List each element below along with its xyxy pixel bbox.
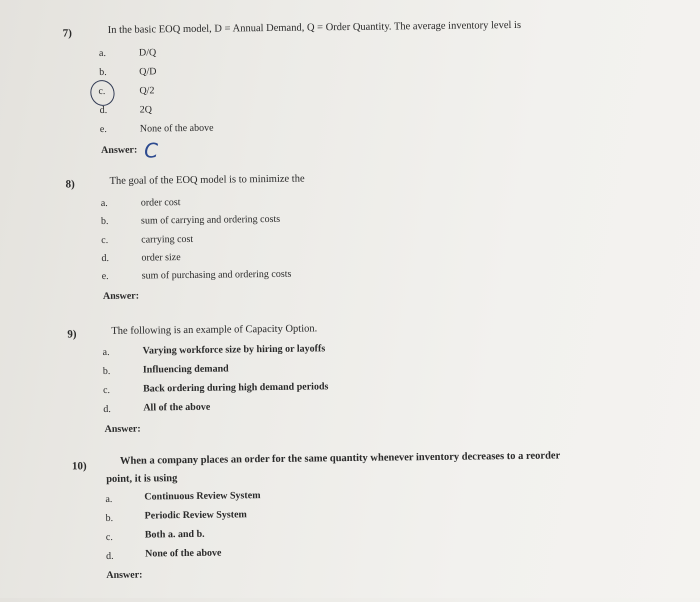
question-9-answer-label: Answer:: [104, 423, 141, 436]
question-8-option-c-text: carrying cost: [141, 233, 194, 246]
question-8-answer-label: Answer:: [102, 290, 140, 303]
question-7-option-d-letter: d.: [99, 104, 108, 117]
question-7-option-b-letter: b.: [99, 66, 107, 79]
question-10-option-b-letter: b.: [105, 512, 114, 525]
question-10-option-d-letter: d.: [106, 550, 114, 562]
question-8-option-e-letter: e.: [101, 270, 109, 283]
question-9-option-c-text: Back ordering during high demand periods: [143, 381, 329, 395]
question-8-option-a-text: order cost: [140, 197, 181, 209]
question-7-number: 7): [62, 27, 72, 40]
question-9-option-b-text: Influencing demand: [142, 363, 229, 376]
question-7-option-a-letter: a.: [98, 47, 106, 60]
question-9-option-b-letter: b.: [102, 365, 111, 378]
question-8-number: 8): [65, 178, 75, 191]
question-7-handwritten-answer: C: [144, 138, 159, 163]
question-8-option-a-letter: a.: [100, 197, 108, 210]
question-10-option-c-letter: c.: [105, 531, 113, 543]
question-7-option-a-text: D/Q: [138, 47, 157, 59]
question-9-option-a-letter: a.: [102, 346, 110, 359]
question-9-option-c-letter: c.: [103, 384, 111, 397]
question-9-option-a-text: Varying workforce size by hiring or layoffs: [142, 343, 326, 357]
question-10-option-d-text: None of the above: [145, 547, 222, 560]
question-7-option-c-text: Q/2: [139, 85, 155, 97]
question-8-option-d-text: order size: [141, 252, 181, 264]
question-7-option-d-text: 2Q: [139, 104, 152, 116]
question-10-text-line-2: point, it is using: [106, 473, 178, 485]
question-10-number: 10): [71, 460, 87, 473]
question-9-text: The following is an example of Capacity Option.: [111, 323, 318, 337]
question-7-text: In the basic EOQ model, D = Annual Demand, Q = Order Quantity. The average inventory level is: [107, 19, 522, 36]
question-10-option-a-text: Continuous Review System: [144, 490, 261, 503]
question-8-option-b-letter: b.: [100, 215, 109, 228]
question-10-option-b-text: Periodic Review System: [144, 509, 247, 522]
question-8-option-d-letter: d.: [101, 252, 110, 265]
question-7-option-c-letter: c.: [98, 85, 106, 98]
question-8-text: The goal of the EOQ model is to minimize the: [109, 173, 305, 187]
question-8-option-b-text: sum of carrying and ordering costs: [140, 213, 281, 227]
question-8-option-c-letter: c.: [101, 234, 109, 247]
question-7-answer-label: Answer:: [101, 144, 138, 157]
question-7-option-e-text: None of the above: [139, 122, 214, 135]
question-7-option-b-text: Q/D: [139, 66, 157, 78]
question-9-number: 9): [67, 328, 77, 341]
question-8-option-e-text: sum of purchasing and ordering costs: [141, 268, 292, 282]
question-9-option-d-text: All of the above: [143, 401, 211, 414]
question-10-option-c-text: Both a. and b.: [144, 528, 205, 541]
question-7-option-e-letter: e.: [99, 123, 107, 136]
question-10-answer-label: Answer:: [106, 569, 143, 581]
question-10-option-a-letter: a.: [105, 493, 113, 506]
question-10-text-line-1: When a company places an order for the same quantity whenever inventory decreases to a reorder: [119, 450, 561, 467]
question-9-option-d-letter: d.: [103, 403, 111, 416]
